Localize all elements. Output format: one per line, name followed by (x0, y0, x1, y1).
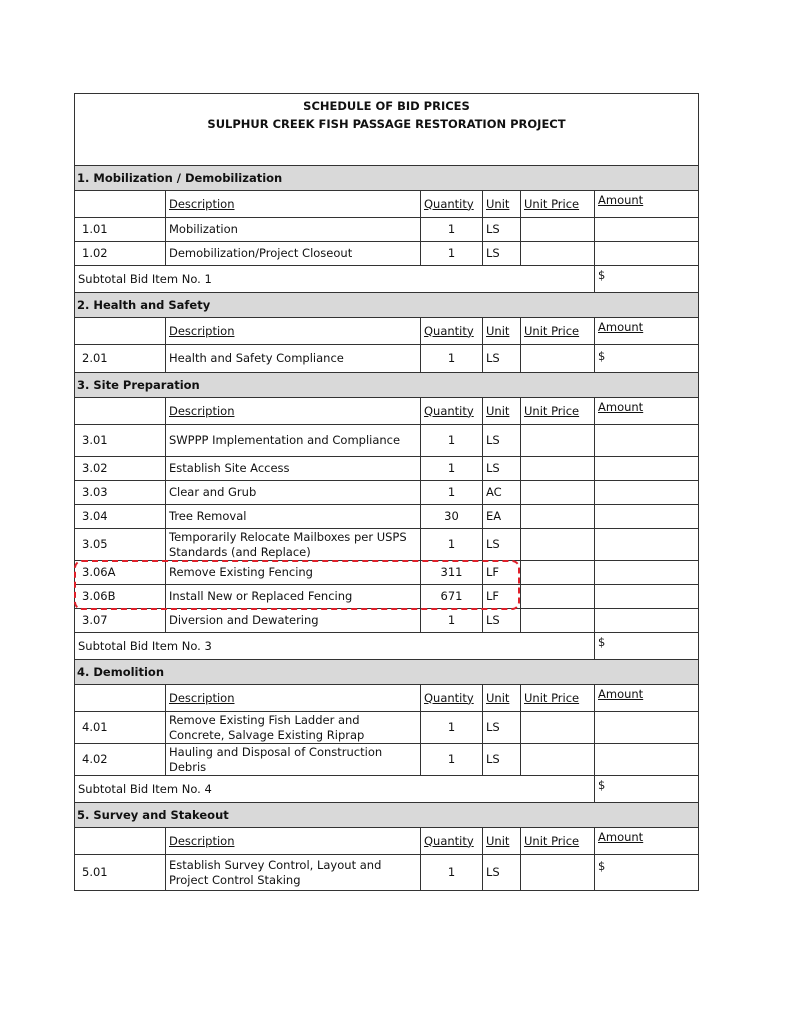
section-title: 3. Site Preparation (75, 373, 699, 398)
section-header (75, 166, 699, 191)
amount-cell[interactable] (595, 457, 699, 481)
table-row (75, 218, 699, 242)
title-row (75, 94, 699, 166)
item-quantity: 1 (421, 609, 483, 633)
item-number: 3.05 (75, 529, 166, 561)
item-unit: AC (483, 481, 521, 505)
table-row (75, 609, 699, 633)
section-header (75, 660, 699, 685)
unit-header: Unit (483, 685, 521, 712)
section-title: 1. Mobilization / Demobilization (75, 166, 699, 191)
amount-header: Amount (595, 685, 699, 712)
item-unit: LS (483, 609, 521, 633)
description-header: Description (166, 685, 421, 712)
table-row (75, 345, 699, 373)
unit-price-header: Unit Price (521, 398, 595, 425)
quantity-header: Quantity (421, 318, 483, 345)
amount-cell[interactable] (595, 712, 699, 744)
item-quantity: 1 (421, 218, 483, 242)
unit-price-header: Unit Price (521, 318, 595, 345)
table-row (75, 242, 699, 266)
description-header: Description (166, 318, 421, 345)
item-number: 3.07 (75, 609, 166, 633)
table-row (75, 561, 699, 585)
item-description: Establish Site Access (166, 457, 421, 481)
subtotal-amount[interactable]: $ (595, 776, 699, 803)
item-quantity: 1 (421, 744, 483, 776)
item-quantity: 1 (421, 345, 483, 373)
item-quantity: 1 (421, 529, 483, 561)
table-row (75, 529, 699, 561)
subtotal-row (75, 633, 699, 660)
item-number: 3.06A (75, 561, 166, 585)
item-description: Hauling and Disposal of Construction Debris (166, 744, 421, 776)
amount-cell[interactable] (595, 585, 699, 609)
section-title: 4. Demolition (75, 660, 699, 685)
column-header-row (75, 828, 699, 855)
item-quantity: 1 (421, 712, 483, 744)
item-number: 3.02 (75, 457, 166, 481)
unit-price-header: Unit Price (521, 685, 595, 712)
subtotal-row (75, 776, 699, 803)
table-row (75, 712, 699, 744)
item-number: 5.01 (75, 855, 166, 891)
column-header-row (75, 685, 699, 712)
item-number: 4.01 (75, 712, 166, 744)
amount-cell[interactable] (595, 242, 699, 266)
item-quantity: 1 (421, 242, 483, 266)
unit-price-cell[interactable] (521, 345, 595, 373)
item-unit: LS (483, 242, 521, 266)
item-number: 1.02 (75, 242, 166, 266)
unit-price-cell[interactable] (521, 457, 595, 481)
column-header-row (75, 318, 699, 345)
amount-cell[interactable] (595, 529, 699, 561)
table-row (75, 855, 699, 891)
item-unit: LS (483, 855, 521, 891)
amount-cell[interactable] (595, 744, 699, 776)
table-row (75, 585, 699, 609)
amount-header: Amount (595, 398, 699, 425)
unit-price-cell[interactable] (521, 561, 595, 585)
item-quantity: 1 (421, 855, 483, 891)
section-header (75, 373, 699, 398)
unit-price-cell[interactable] (521, 481, 595, 505)
amount-cell[interactable] (595, 481, 699, 505)
subtotal-amount[interactable]: $ (595, 633, 699, 660)
description-header: Description (166, 398, 421, 425)
unit-price-header: Unit Price (521, 191, 595, 218)
column-header-row (75, 191, 699, 218)
item-description: Mobilization (166, 218, 421, 242)
item-no-header (75, 191, 166, 218)
unit-header: Unit (483, 398, 521, 425)
unit-header: Unit (483, 191, 521, 218)
item-description: Establish Survey Control, Layout and Project Control Staking (166, 855, 421, 891)
document-title (75, 94, 699, 166)
item-number: 3.04 (75, 505, 166, 529)
unit-price-cell[interactable] (521, 712, 595, 744)
item-unit: LS (483, 744, 521, 776)
table-row (75, 744, 699, 776)
item-description: Health and Safety Compliance (166, 345, 421, 373)
description-header: Description (166, 828, 421, 855)
quantity-header: Quantity (421, 398, 483, 425)
item-number: 3.01 (75, 425, 166, 457)
section-title: 5. Survey and Stakeout (75, 803, 699, 828)
item-number: 2.01 (75, 345, 166, 373)
item-number: 3.03 (75, 481, 166, 505)
bid-schedule (74, 93, 698, 891)
unit-price-cell[interactable] (521, 505, 595, 529)
item-unit: LF (483, 561, 521, 585)
unit-price-cell[interactable] (521, 218, 595, 242)
section-header (75, 293, 699, 318)
quantity-header: Quantity (421, 191, 483, 218)
item-description: Temporarily Relocate Mailboxes per USPS Standards (and Replace) (166, 529, 421, 561)
quantity-header: Quantity (421, 828, 483, 855)
amount-cell[interactable] (595, 218, 699, 242)
item-unit: LS (483, 218, 521, 242)
section-header (75, 803, 699, 828)
item-description: Remove Existing Fish Ladder and Concrete, Salvage Existing Riprap (166, 712, 421, 744)
amount-cell[interactable] (595, 425, 699, 457)
subtotal-label: Subtotal Bid Item No. 3 (75, 633, 595, 660)
item-description: Remove Existing Fencing (166, 561, 421, 585)
amount-header: Amount (595, 191, 699, 218)
title-line-2: SULPHUR CREEK FISH PASSAGE RESTORATION PROJECT (207, 117, 566, 131)
item-no-header (75, 398, 166, 425)
unit-header: Unit (483, 828, 521, 855)
subtotal-row (75, 266, 699, 293)
item-description: SWPPP Implementation and Compliance (166, 425, 421, 457)
amount-cell[interactable]: $ (595, 345, 699, 373)
table-row (75, 505, 699, 529)
unit-price-cell[interactable] (521, 744, 595, 776)
amount-cell[interactable] (595, 561, 699, 585)
item-quantity: 30 (421, 505, 483, 529)
item-quantity: 1 (421, 481, 483, 505)
item-no-header (75, 685, 166, 712)
unit-price-cell[interactable] (521, 425, 595, 457)
unit-price-cell[interactable] (521, 585, 595, 609)
title-line-1: SCHEDULE OF BID PRICES (303, 99, 470, 113)
amount-header: Amount (595, 318, 699, 345)
item-unit: LS (483, 425, 521, 457)
subtotal-amount[interactable]: $ (595, 266, 699, 293)
bid-table (74, 93, 699, 891)
table-row (75, 481, 699, 505)
item-number: 1.01 (75, 218, 166, 242)
item-no-header (75, 828, 166, 855)
unit-header: Unit (483, 318, 521, 345)
item-unit: EA (483, 505, 521, 529)
item-description: Demobilization/Project Closeout (166, 242, 421, 266)
unit-price-cell[interactable] (521, 242, 595, 266)
item-description: Tree Removal (166, 505, 421, 529)
item-number: 3.06B (75, 585, 166, 609)
amount-header: Amount (595, 828, 699, 855)
description-header: Description (166, 191, 421, 218)
item-quantity: 671 (421, 585, 483, 609)
item-quantity: 1 (421, 457, 483, 481)
amount-cell[interactable] (595, 505, 699, 529)
item-unit: LS (483, 457, 521, 481)
unit-price-cell[interactable] (521, 855, 595, 891)
item-description: Diversion and Dewatering (166, 609, 421, 633)
unit-price-header: Unit Price (521, 828, 595, 855)
item-number: 4.02 (75, 744, 166, 776)
subtotal-label: Subtotal Bid Item No. 1 (75, 266, 595, 293)
item-quantity: 1 (421, 425, 483, 457)
unit-price-cell[interactable] (521, 609, 595, 633)
item-unit: LS (483, 529, 521, 561)
subtotal-label: Subtotal Bid Item No. 4 (75, 776, 595, 803)
item-no-header (75, 318, 166, 345)
column-header-row (75, 398, 699, 425)
amount-cell[interactable]: $ (595, 855, 699, 891)
item-description: Clear and Grub (166, 481, 421, 505)
item-unit: LS (483, 712, 521, 744)
table-row (75, 457, 699, 481)
table-row (75, 425, 699, 457)
item-description: Install New or Replaced Fencing (166, 585, 421, 609)
item-quantity: 311 (421, 561, 483, 585)
item-unit: LS (483, 345, 521, 373)
section-title: 2. Health and Safety (75, 293, 699, 318)
item-unit: LF (483, 585, 521, 609)
amount-cell[interactable] (595, 609, 699, 633)
quantity-header: Quantity (421, 685, 483, 712)
unit-price-cell[interactable] (521, 529, 595, 561)
